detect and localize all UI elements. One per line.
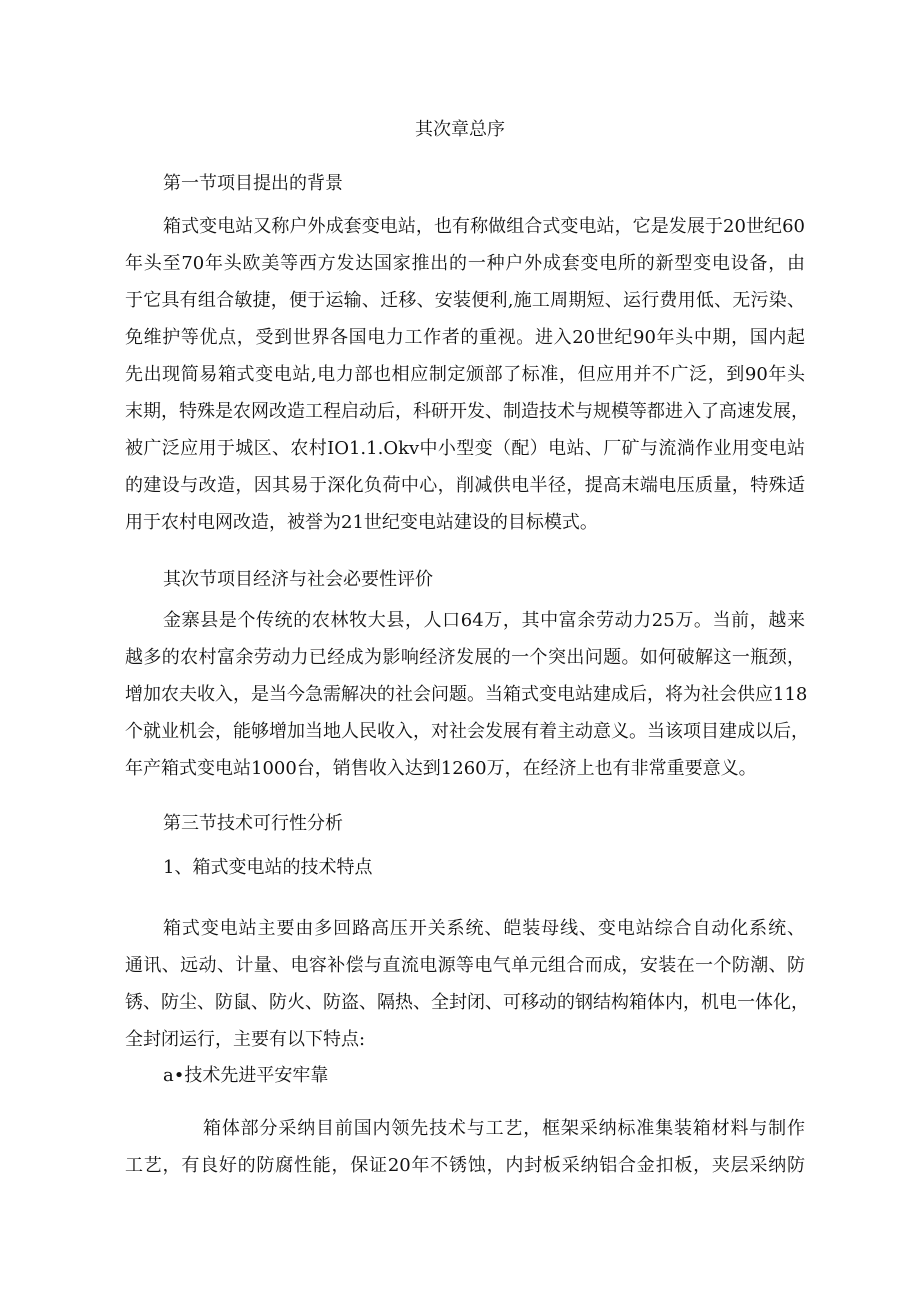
paragraph-line: 箱式变电站主要由多回路高压开关系统、皑装母线、变电站综合自动化系统、: [163, 918, 805, 939]
paragraph-line: 工艺，有良好的防腐性能，保证20年不锈蚀，内封板采纳铝合金扣板，夹层采纳防: [125, 1155, 805, 1176]
paragraph-line: 年产箱式变电站1000台，销售收入达到1260万，在经济上也有非常重要意义。: [125, 758, 757, 779]
section-heading-background: 第一节项目提出的背景: [163, 173, 343, 194]
paragraph-line: 被广泛应用于城区、农村IO1.1.Okv中小型变（配）电站、厂矿与流淌作业用变电站: [125, 438, 805, 459]
paragraph-line: 用于农村电网改造，被誉为21世纪变电站建设的目标模式。: [125, 512, 598, 533]
paragraph-line: 于它具有组合敏捷，便于运输、迁移、安装便利,施工周期短、运行费用低、无污染、: [125, 290, 805, 311]
paragraph-line: 免维护等优点，受到世界各国电力工作者的重视。进入20世纪90年头中期，国内起: [125, 327, 805, 348]
paragraph-line: 全封闭运行，主要有以下特点:: [125, 1029, 366, 1050]
paragraph-line: 增加农夫收入，是当今急需解决的社会问题。当箱式变电站建成后，将为社会供应118: [125, 684, 808, 705]
paragraph-line: 个就业机会，能够增加当地人民收入，对社会发展有着主动意义。当该项目建成以后，: [125, 721, 809, 742]
paragraph-economic: [125, 602, 809, 787]
paragraph-line: 年头至70年头欧美等西方发达国家推出的一种户外成套变电所的新型变电设备，由: [125, 253, 805, 274]
paragraph-line: 越多的农村富余劳动力已经成为影响经济发展的一个突出问题。如何破解这一瓶颈，: [125, 647, 805, 668]
paragraph-line: 金寨县是个传统的农林牧大县，人口64万，其中富余劳动力25万。当前，越来: [163, 610, 805, 631]
paragraph-line: 锈、防尘、防鼠、防火、防盗、隔热、全封闭、可移动的钢结构箱体内，机电一体化，: [125, 992, 809, 1013]
paragraph-line: 末期，特殊是农网改造工程启动后，科研开发、制造技术与规模等都进入了高速发展，: [125, 401, 809, 422]
paragraph-line: 先出现简易箱式变电站,电力部也相应制定颁部了标准，但应用并不广泛，到90年头: [125, 364, 805, 385]
chapter-title: 其次章总序: [415, 119, 505, 140]
paragraph-cabinet: [125, 1110, 805, 1184]
paragraph-line: 箱体部分采纳目前国内领先技术与工艺，框架采纳标准集装箱材料与制作: [203, 1118, 805, 1139]
subheading-advanced-reliable: a•技术先进平安牢靠: [163, 1065, 329, 1086]
paragraph-line: 的建设与改造，因其易于深化负荷中心，削减供电半径，提高末端电压质量，特殊适: [125, 475, 805, 496]
paragraph-technical-features: [125, 910, 809, 1058]
section-heading-technical: 第三节技术可行性分析: [163, 813, 343, 834]
subheading-technical-features: 1、箱式变电站的技术特点: [163, 857, 373, 878]
paragraph-line: 箱式变电站又称户外成套变电站，也有称做组合式变电站，它是发展于20世纪60: [163, 216, 805, 237]
paragraph-line: 通讯、远动、计量、电容补偿与直流电源等电气单元组合而成，安装在一个防潮、防: [125, 955, 805, 976]
section-heading-economic: 其次节项目经济与社会必要性评价: [163, 569, 433, 590]
paragraph-background: [125, 208, 809, 541]
